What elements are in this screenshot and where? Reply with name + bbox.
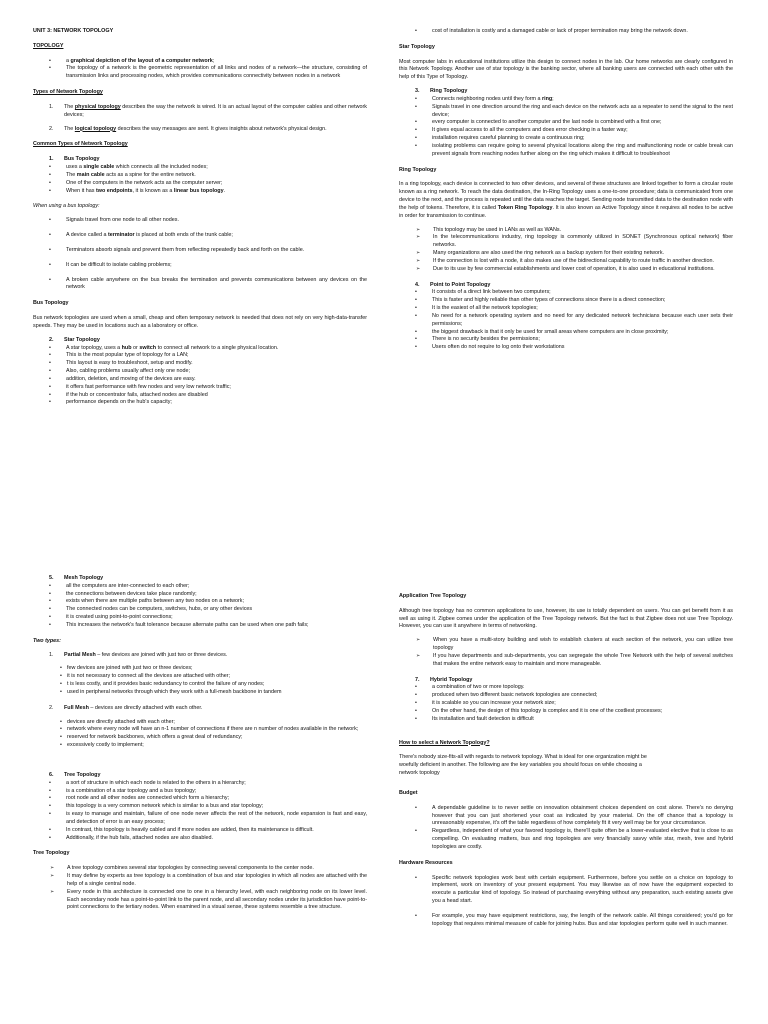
list-item: • Users often do not require to log onto their workstations bbox=[399, 344, 733, 352]
list-item: • a combination of two or more topology. bbox=[399, 684, 733, 692]
list-item: • excessively costly to implement; bbox=[33, 742, 367, 750]
list-item: • cost of installation is costly and a damaged cable or lack of proper termination may bring the network down. bbox=[399, 28, 733, 36]
p2p-list bbox=[399, 289, 733, 352]
star-list bbox=[33, 345, 367, 408]
tree-topology-heading: Tree Topology bbox=[33, 850, 70, 857]
list-item: • a sort of structure in which each node is related to the others in a hierarchy; bbox=[33, 780, 367, 788]
list-item: • few devices are joined with just two or three devices; bbox=[33, 665, 367, 673]
list-item: • It consists of a direct link between two computers; bbox=[399, 289, 733, 297]
unit-title: UNIT 3: NETWORK TOPOLOGY bbox=[33, 28, 114, 34]
list-item: • this topology is a very common network which is similar to a bus and star topology; bbox=[33, 803, 367, 811]
list-item: ➢ Many organizations are also used the ring network as a backup system for their existing network. bbox=[399, 250, 733, 258]
list-item: • Regardless, independent of what your favored topology is, there'll quite often be a lower-evaluated elective that is close to as compelling. On evaluating matters, bus and ring topologies are very financially savvy while star, mesh, tree and hybrid topologies are costly. bbox=[399, 828, 733, 851]
partial-mesh-title: 1. Partial Mesh – few devices are joined with just two or three devices. bbox=[49, 651, 228, 658]
list-item: • One of the computers in the network acts as the computer server; bbox=[33, 180, 367, 188]
topology-heading: TOPOLOGY bbox=[33, 42, 64, 49]
page2-right-column bbox=[399, 575, 733, 937]
list-item: ➢ When you have a multi-story building and wish to establish clusters at each section of the network, you can utilize tree topology bbox=[399, 637, 733, 653]
list-item: • Signals travel from one node to all other nodes. bbox=[33, 217, 367, 225]
types-list bbox=[33, 104, 367, 133]
list-item: • Also, cabling problems usually affect only one node; bbox=[33, 368, 367, 376]
page1-right-column bbox=[399, 28, 733, 360]
topology-list bbox=[33, 58, 367, 81]
ring-topology-title: 3. Ring Topology bbox=[415, 88, 468, 95]
list-item: • It can be difficult to isolate cabling problems; bbox=[33, 262, 367, 270]
list-item: • installation requires careful planning to create a continuous ring; bbox=[399, 135, 733, 143]
budget-heading: Budget bbox=[399, 789, 418, 796]
list-item: • is a combination of a star topology and a bus topology; bbox=[33, 788, 367, 796]
list-item: • Connects neighboring nodes until they form a ring; bbox=[399, 96, 733, 104]
list-item: • if the hub or concentrator fails, attached nodes are disabled bbox=[33, 392, 367, 400]
list-item: 2. The logical topology describes the way messages are sent. It gives insights about network's physical design. bbox=[49, 125, 327, 132]
list-item: ➢ It may define by experts as tree topology is a combination of bus and star topologies in which all nodes are attached with the help of a single central node. bbox=[33, 873, 367, 889]
bus-list bbox=[33, 164, 367, 195]
ring-topology-paragraph: In a ring topology, each device is connected to two other devices, and several of these structures are linked together to form a circular route known as a ring network. To reach the data destination, the In-Ring Topology uses a one-to-one procedure; data is communicated from one device to the next, and the process is repeated until the data reaches the target. Sending node transmitted data to the destination node with the help of tokens. Therefore, it is called Token Ring Topology. It is also known as Active Topology since it requires all nodes to be active in order for transmission to continue. bbox=[399, 181, 733, 219]
hardware-resources-heading: Hardware Resources bbox=[399, 859, 453, 866]
ring-topology-heading: Ring Topology bbox=[399, 166, 437, 173]
list-item: • is easy to manage and maintain, failure of one node never affects the rest of the network, node expansion is fast and easy, and detection of error is an easy process; bbox=[33, 811, 367, 827]
list-item: • No need for a network operating system and no need for any dedicated network technicians because each user sets their permissions; bbox=[399, 313, 733, 329]
list-item: • The connected nodes can be computers, switches, hubs, or any other devices bbox=[33, 606, 367, 614]
list-item: • every computer is connected to another computer and the last node is combined with a first one; bbox=[399, 119, 733, 127]
full-mesh-list bbox=[33, 719, 367, 750]
list-item: • This is faster and highly reliable than other types of connections since there is a direct connection; bbox=[399, 297, 733, 305]
list-item: • This is the most popular type of topology for a LAN; bbox=[33, 352, 367, 360]
full-mesh-title: 2. Full Mesh – devices are directly attached with each other. bbox=[49, 704, 203, 711]
list-item: • a graphical depiction of the layout of a computer network; bbox=[33, 58, 367, 66]
mesh-topology-title: 5. Mesh Topology bbox=[49, 575, 104, 581]
list-item: ➢ Every node in this architecture is connected one to one in a hierarchy level, with each neighboring node on its lower level. Each secondary node has a point-to-point link to the parent node, and all secondary nodes under its jurisdiction have point-to-point connections to the tertiary nodes. When examined in a visual sense, these systems resemble a tree structure. bbox=[33, 889, 367, 912]
list-item: • For example, you may have equipment restrictions, say, the length of the network cable. All things considered; you'd go for topology that requires minimal measure of cable for joining hubs. Bus and star topologies perform quite well in such manner. bbox=[399, 913, 733, 929]
list-item: • A dependable guideline is to never settle on innovation obtainment choices dependent on cost alone. There's no denying however that you can just shortened your coat as indicated by your material. On the off chance that a topology is unreasonably expensive, it's off the table regardless of how completely fit it very well may be for your circumstance. bbox=[399, 805, 733, 828]
list-item: • t is less costly, and it provides basic redundancy to control the failure of any nodes; bbox=[33, 681, 367, 689]
star-topology-heading: Star Topology bbox=[399, 43, 435, 50]
list-item: ➢ If the connection is lost with a node, it also makes use of the bidirectional capability to route traffic in another direction. bbox=[399, 258, 733, 266]
when-using-bus: When using a bus topology: bbox=[33, 203, 100, 210]
list-item: • Additionally, if the hub fails, attached nodes are also disabled. bbox=[33, 835, 367, 843]
list-item: • In contrast, this topology is heavily cabled and if more nodes are added, then its maintenance is difficult. bbox=[33, 827, 367, 835]
list-item: • This increases the network's fault tolerance because alternate paths can be used when one path fails; bbox=[33, 622, 367, 630]
when-bus-list bbox=[33, 217, 367, 292]
list-item: ➢ If you have departments and sub-departments, you can segregate the whole Tree Network with the help of several switches that makes the entire network easy to maintain and more manageable. bbox=[399, 653, 733, 669]
list-item: ➢ In the telecommunications industry, ring topology is commonly utilized in SONET (Synchronous optical network) fiber networks. bbox=[399, 234, 733, 250]
list-item: ➢ This topology may be used in LANs as well as WANs. bbox=[399, 227, 733, 235]
ring-uses-list bbox=[399, 227, 733, 274]
list-item: • When it has two endpoints, it is known as a linear bus topology. bbox=[33, 188, 367, 196]
list-item: • it is created using point-to-point connections; bbox=[33, 614, 367, 622]
list-item: • all the computers are inter-connected to each other; bbox=[33, 583, 367, 591]
list-item: • uses a single cable which connects all the included nodes; bbox=[33, 164, 367, 172]
list-item: • It gives equal access to all the computers and does error checking in a faster way; bbox=[399, 127, 733, 135]
list-item: • It is the easiest of all the network topologies; bbox=[399, 305, 733, 313]
select-topology-paragraph: There's nobody size-fits-all with regards to network topology. What is ideal for one organization might be woefully deficient in another. The following are the key variables you should focus on while choosing a network topology bbox=[399, 754, 647, 777]
tree-arrow-list bbox=[33, 865, 367, 912]
mesh-list bbox=[33, 583, 367, 630]
list-item: • addition, deletion, and moving of the devices are easy. bbox=[33, 376, 367, 384]
star-topology-paragraph: Most computer labs in educational institutions utilize this design to connect nodes in the lab. Our home networks are clearly configured in this Network Topology. Another use of star topology is the banking sector, where all banking users are connected with each other with the help of this Type of Topology. bbox=[399, 58, 733, 81]
list-item: • devices are directly attached with each other; bbox=[33, 719, 367, 727]
list-item: ➢ A tree topology combines several star topologies by connecting several components to the center node. bbox=[33, 865, 367, 873]
list-item: • A broken cable anywhere on the bus breaks the termination and prevents communications between any devices on the network bbox=[33, 277, 367, 293]
application-tree-paragraph: Although tree topology has no common applications to use, however, its use is totally dependent on users. You can get benefit from it as well as using it. Zigbee comes under the application of the Tree Topology network. But the fact is that Zigbee does not use Tree Topology. However, you can use it anywhere in terms of networking. bbox=[399, 607, 733, 630]
list-item: • There is no security besides the permissions; bbox=[399, 336, 733, 344]
tree-topology-title: 6. Tree Topology bbox=[49, 771, 101, 778]
star-topology-title: 2. Star Topology bbox=[49, 336, 100, 343]
bus-topology-title: 1. Bus Topology bbox=[49, 156, 100, 163]
list-item: • it is scalable so you can increase your network size; bbox=[399, 700, 733, 708]
hardware-list bbox=[399, 875, 733, 929]
list-item: • reserved for network backbones, which offers a great deal of redundancy; bbox=[33, 734, 367, 742]
list-item: • Terminators absorb signals and prevent them from reflecting repeatedly back and forth on the cable. bbox=[33, 247, 367, 255]
list-item: • Specific network topologies work best with certain equipment. Furthermore, before you settle on a choice on topology to implement, work on inventory of your present equipment. You may likewise as of now have the equipment expected to execute a particular kind of topology. So instead of purchasing everything without any preparation, such existing assets give you a head start. bbox=[399, 875, 733, 906]
partial-mesh-list bbox=[33, 665, 367, 696]
hybrid-topology-title: 7. Hybrid Topology bbox=[415, 676, 473, 683]
common-types-heading: Common Types of Network Topology bbox=[33, 141, 128, 148]
list-item: 1. The physical topology describes the way the network is wired. It is an actual layout of the computer cables and other network devices; bbox=[49, 103, 367, 118]
list-item: • exists when there are multiple paths between any two nodes on a network; bbox=[33, 598, 367, 606]
list-item: • it offers fast performance with few nodes and very low network traffic; bbox=[33, 384, 367, 392]
application-tree-heading: Application Tree Topology bbox=[399, 593, 467, 599]
list-item: • produced when two different basic network topologies are connected; bbox=[399, 692, 733, 700]
list-item: • it is not necessary to connect all the devices are attached with other; bbox=[33, 673, 367, 681]
list-item: • network where every node will have an n-1 number of connections if there are n number of nodes available in the network; bbox=[33, 726, 367, 734]
application-tree-list bbox=[399, 637, 733, 668]
list-item: • The main cable acts as a spine for the entire network. bbox=[33, 172, 367, 180]
list-item: • the connections between devices take place randomly; bbox=[33, 591, 367, 599]
list-item: • A device called a terminator is placed at both ends of the trunk cable; bbox=[33, 232, 367, 240]
page2-left-column bbox=[33, 575, 367, 920]
list-item: • A star topology, uses a hub or switch to connect all network to a single physical location. bbox=[33, 345, 367, 353]
continued-list bbox=[399, 28, 733, 36]
bus-topology-heading: Bus Topology bbox=[33, 300, 69, 307]
bus-topology-paragraph: Bus network topologies are used when a small, cheap and often temporary network is needed that does not rely on very high-data-transfer speeds. They may be used in locations such as a laboratory or office. bbox=[33, 315, 367, 329]
list-item: • performance depends on the hub's capacity; bbox=[33, 399, 367, 407]
ring-list bbox=[399, 96, 733, 159]
list-item: • Its installation and fault detection is difficult bbox=[399, 716, 733, 724]
list-item: • root node and all other nodes are connected which form a hierarchy; bbox=[33, 795, 367, 803]
list-item: • On the other hand, the design of this topology is complex and it is one of the costliest processes; bbox=[399, 708, 733, 716]
list-item: • used in peripheral networks through which they work with a full-mesh backbone in tandem bbox=[33, 689, 367, 697]
p2p-topology-title: 4. Point to Point Topology bbox=[415, 281, 491, 288]
tree-list bbox=[33, 780, 367, 843]
list-item: • The topology of a network is the geometric representation of all links and nodes of a network—the structure, consisting of transmission links and processing nodes, which provides communications connectivity between nodes in a network bbox=[33, 65, 367, 81]
two-types-label: Two types: bbox=[33, 637, 61, 644]
list-item: • isolating problems can require going to several physical locations along the ring and malfunctioning node or cable break can prevent signals from reaching nodes further along on the ring which makes it difficult to troubleshoot bbox=[399, 143, 733, 159]
budget-list bbox=[399, 805, 733, 852]
select-topology-heading: How to select a Network Topology? bbox=[399, 739, 490, 746]
hybrid-list bbox=[399, 684, 733, 723]
list-item: • the biggest drawback is that it only be used for small areas where computers are in close proximity; bbox=[399, 329, 733, 337]
page1-left-column bbox=[33, 28, 367, 415]
list-item: • Signals travel in one direction around the ring and each device on the network acts as a repeater to send the signal to the next device; bbox=[399, 104, 733, 120]
list-item: ➢ Due to its use by few commercial establishments and lower cost of operation, it is also used in educational institutions. bbox=[399, 266, 733, 274]
types-heading: Types of Network Topology bbox=[33, 89, 103, 96]
list-item: • This layout is easy to troubleshoot, setup and modify. bbox=[33, 360, 367, 368]
